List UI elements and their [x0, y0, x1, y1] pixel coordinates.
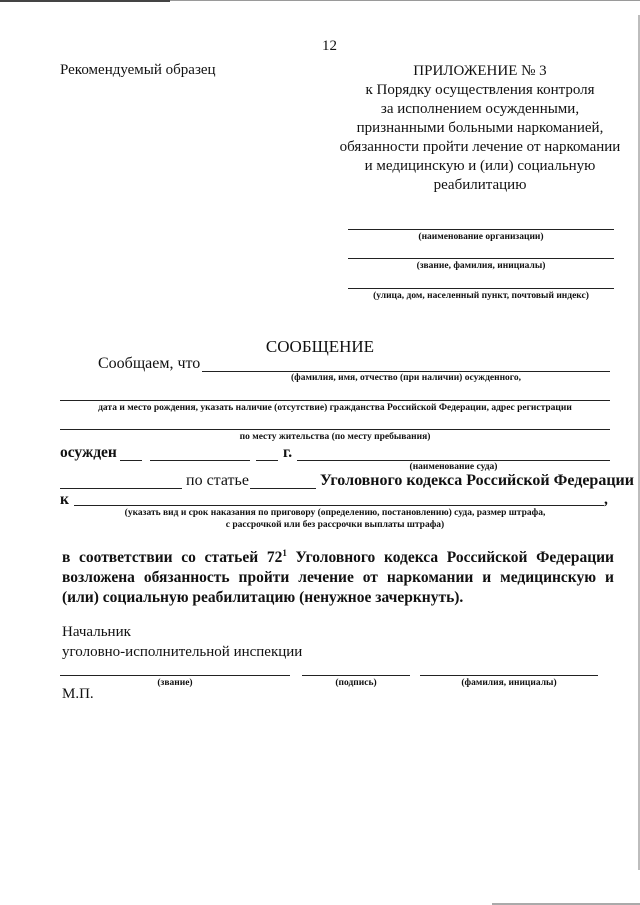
address-caption: (улица, дом, населенный пункт, почтовый индекс) — [373, 291, 589, 301]
paragraph-superscript: 1 — [282, 548, 287, 558]
signer-title — [62, 622, 302, 662]
signer-rank-caption: (звание) — [157, 678, 193, 688]
convict-name-caption: (фамилия, имя, отчество (при наличии) осужденного, — [290, 373, 521, 383]
organization-line — [348, 229, 614, 230]
appendix-line: и медицинскую и (или) социальную — [364, 158, 596, 174]
intro-label: Сообщаем, что — [98, 355, 201, 372]
conviction-month-field[interactable] — [150, 460, 250, 461]
signer-title-line2: уголовно-исполнительной инспекции — [62, 644, 303, 660]
recommended-sample-label: Рекомендуемый образец — [60, 62, 216, 78]
addressee-address-field[interactable] — [348, 288, 614, 301]
court-name-field[interactable] — [297, 460, 610, 461]
article-label: по статье — [186, 472, 249, 489]
rank-name-line — [348, 258, 614, 259]
paragraph-text-after: Уголовного кодекса Российской Федерации возложена обязанность пройти лечение от наркомании и медицинскую и (или) социальную реабилитацию (ненужное зачеркнуть). — [62, 549, 614, 606]
sentence-caption-1: (указать вид и срок наказания по приговору (определению, постановлению) суда, размер штрафа, — [124, 508, 546, 518]
signature-field[interactable] — [302, 675, 410, 676]
birth-details-field[interactable] — [60, 400, 610, 401]
residence-field[interactable] — [60, 429, 610, 430]
signer-name-field[interactable] — [420, 675, 598, 676]
article-part-field[interactable] — [60, 488, 182, 489]
address-line — [348, 288, 614, 289]
year-suffix: г. — [283, 444, 293, 461]
page-number: 12 — [322, 38, 337, 54]
appendix-line: признанными больными наркоманией, — [356, 120, 604, 136]
stamp-place-label: М.П. — [62, 686, 94, 702]
document-title: СООБЩЕНИЕ — [265, 337, 375, 356]
appendix-line: реабилитацию — [433, 177, 527, 193]
appendix-line: обязанности пройти лечение от наркомании — [339, 139, 621, 155]
conviction-day-field[interactable] — [120, 460, 142, 461]
obligation-paragraph — [62, 543, 614, 608]
appendix-line: к Порядку осуществления контроля — [365, 82, 595, 98]
paragraph-text-before: в соответствии со статьей 72 — [62, 549, 283, 566]
appendix-header — [330, 62, 630, 195]
article-number-field[interactable] — [250, 488, 316, 489]
signer-title-line1: Начальник — [62, 624, 131, 640]
rank-name-caption: (звание, фамилия, инициалы) — [416, 261, 546, 271]
court-name-caption: (наименование суда) — [409, 462, 498, 472]
sentence-field[interactable] — [74, 505, 604, 506]
appendix-line: за исполнением осужденными, — [380, 101, 580, 117]
convict-name-field[interactable] — [202, 371, 610, 372]
appendix-title: ПРИЛОЖЕНИЕ № 3 — [413, 63, 547, 79]
convicted-label: осужден — [60, 444, 117, 461]
organization-caption: (наименование организации) — [418, 232, 544, 242]
page-edge-top-dark — [0, 0, 170, 2]
conviction-year-field[interactable] — [256, 460, 278, 461]
birth-details-caption: дата и место рождения, указать наличие (отсутствие) гражданства Российской Федерации, адрес регистрации — [98, 403, 572, 413]
addressee-rank-name-field[interactable] — [348, 258, 614, 271]
criminal-code-label: Уголовного кодекса Российской Федерации — [320, 472, 634, 489]
to-label: к — [60, 491, 69, 508]
signature-caption: (подпись) — [335, 678, 377, 688]
sentence-comma: , — [604, 491, 608, 508]
signer-rank-field[interactable] — [60, 675, 290, 676]
residence-caption: по месту жительства (по месту пребывания) — [239, 432, 431, 442]
sentence-caption-2: с рассрочкой или без рассрочки выплаты штрафа) — [225, 520, 445, 530]
addressee-organization-field[interactable] — [348, 229, 614, 242]
signer-name-caption: (фамилия, инициалы) — [461, 678, 557, 688]
